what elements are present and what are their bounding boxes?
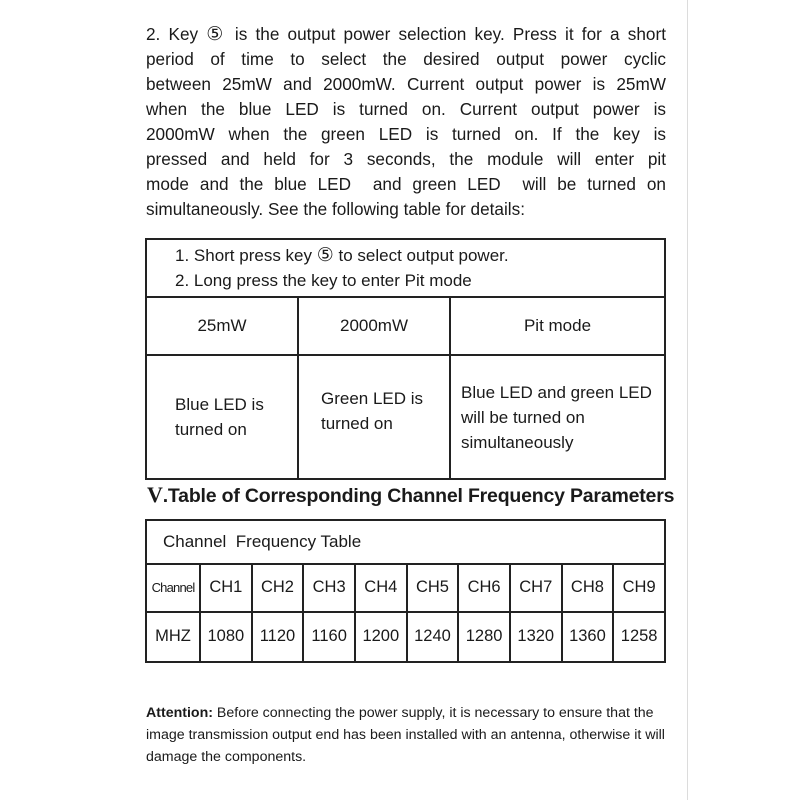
table-caption: Channel Frequency Table [146,520,665,564]
cell-line: turned on [175,420,247,439]
roman-numeral: V [147,482,163,507]
paragraph-line: period of time to select the desired output power cyclic [146,49,666,69]
text-segment: to select output power. [333,246,509,265]
cell-line: turned on [321,414,393,433]
frequency-cell: 1360 [562,612,614,662]
circled-five-icon: ⑤ [206,23,227,45]
channel-cell: CH8 [562,564,614,612]
power-mode-table [145,238,666,480]
frequency-cell: 1080 [200,612,252,662]
channel-row [146,564,665,612]
paragraph-line: when the blue LED is turned on. Current output power is [146,99,666,119]
instruction-2: 2. Long press the key to enter Pit mode [175,271,472,290]
power-key-paragraph [146,22,666,222]
paragraph-line: pressed and held for 3 seconds, the module will enter pit [146,149,666,169]
paragraph-line: between 25mW and 2000mW. Current output power is 25mW [146,74,666,94]
channel-cell: CH4 [355,564,407,612]
mhz-label: MHZ [146,612,200,662]
cell-line: Green LED is [321,389,424,408]
cell-line: Blue LED and green LED [461,382,652,402]
cell-25mw-desc [146,355,298,479]
instruction-1 [175,243,664,268]
text-segment: 2. Key [146,24,207,44]
text-segment: 1. Short press key [175,246,317,265]
page-edge-divider [687,0,688,800]
cell-line: will be turned on [461,407,585,427]
attention-note [146,702,666,768]
channel-frequency-table [145,519,666,663]
cell-line: Blue LED is [175,395,264,414]
section-title-text: .Table of Corresponding Channel Frequency Parameters [162,485,675,507]
channel-cell: CH6 [458,564,510,612]
header-pit-mode: Pit mode [450,297,665,355]
channel-cell: CH5 [407,564,459,612]
paragraph-line: 2000mW when the green LED is turned on. If the key is [146,124,666,144]
section-title [147,482,674,508]
text-segment: is the output power selection key. Press it for a short [226,24,666,44]
channel-cell: CH2 [252,564,304,612]
attention-label: Attention: [146,705,213,721]
frequency-cell: 1200 [355,612,407,662]
paragraph-line: mode and the blue LED and green LED will be turned on [146,174,666,194]
frequency-cell: 1240 [407,612,459,662]
circled-five-icon: ⑤ [316,244,334,266]
channel-cell: CH9 [613,564,665,612]
frequency-cell: 1320 [510,612,562,662]
instruction-cell [146,239,665,297]
paragraph-line: simultaneously. See the following table for details: [146,199,525,219]
frequency-cell: 1160 [303,612,355,662]
cell-line: simultaneously [461,432,574,452]
cell-pit-mode-desc [450,355,665,479]
frequency-row [146,612,665,662]
attention-text: Before connecting the power supply, it is necessary to ensure that the image transmission output end has been installed with an antenna, otherwise it will damage the components. [146,705,665,765]
frequency-cell: 1120 [252,612,304,662]
frequency-cell: 1258 [613,612,665,662]
header-25mw: 25mW [146,297,298,355]
cell-2000mw-desc [298,355,450,479]
header-2000mw: 2000mW [298,297,450,355]
channel-cell: CH7 [510,564,562,612]
frequency-cell: 1280 [458,612,510,662]
channel-cell: CH1 [200,564,252,612]
channel-cell: CH3 [303,564,355,612]
channel-label: Channel [146,564,200,612]
paragraph-line [146,22,666,47]
